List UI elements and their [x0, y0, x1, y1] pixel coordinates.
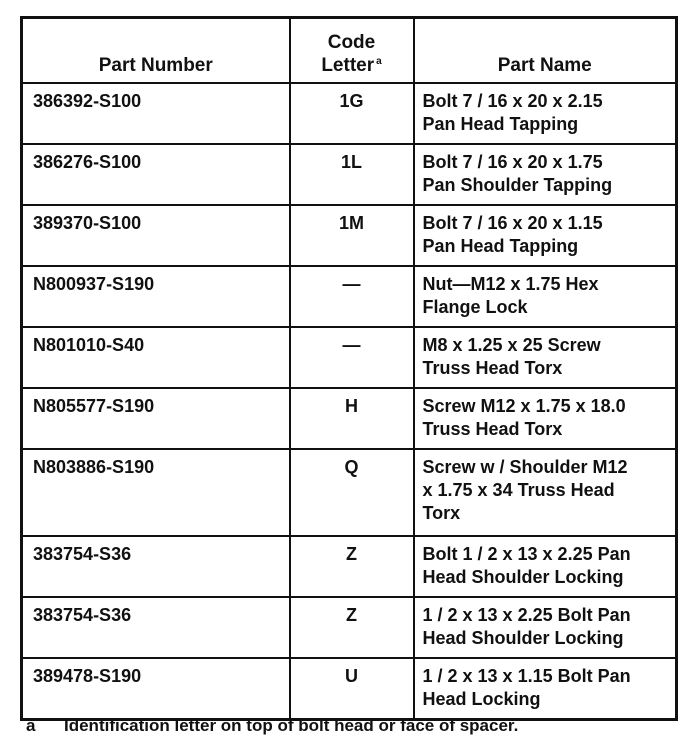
code-letter-cell: —	[290, 327, 414, 388]
part-name-cell: Bolt 7 / 16 x 20 x 1.75 Pan Shoulder Tapping	[414, 144, 677, 205]
table-row	[22, 327, 677, 388]
code-letter-cell: —	[290, 266, 414, 327]
part-name-cell: 1 / 2 x 13 x 2.25 Bolt Pan Head Shoulder Locking	[414, 597, 677, 658]
part-number-cell: 383754-S36	[22, 597, 290, 658]
code-letter-cell: Z	[290, 597, 414, 658]
code-letter-cell: 1M	[290, 205, 414, 266]
table-row	[22, 449, 677, 536]
part-number-cell: 386276-S100	[22, 144, 290, 205]
footnote-reference-mark: a	[376, 55, 382, 67]
part-number-cell: 386392-S100	[22, 83, 290, 144]
code-letter-cell: Q	[290, 449, 414, 536]
footnote-text: Identification letter on top of bolt head or face of spacer.	[64, 716, 519, 735]
header-code-letter: Code Letter $^a$	[290, 18, 414, 84]
footnote-mark: a	[26, 716, 36, 735]
table-row	[22, 597, 677, 658]
code-letter-cell: 1L	[290, 144, 414, 205]
part-number-cell: N803886-S190	[22, 449, 290, 536]
table-footnote	[26, 716, 518, 736]
table-row	[22, 536, 677, 597]
part-name-cell: Bolt 7 / 16 x 20 x 1.15 Pan Head Tapping	[414, 205, 677, 266]
code-letter-cell: H	[290, 388, 414, 449]
parts-table	[20, 16, 678, 721]
part-name-cell: Screw w / Shoulder M12 x 1.75 x 34 Truss Head Torx	[414, 449, 677, 536]
table-row	[22, 205, 677, 266]
part-name-cell: Bolt 7 / 16 x 20 x 2.15 Pan Head Tapping	[414, 83, 677, 144]
part-number-cell: 389478-S190	[22, 658, 290, 720]
table-row	[22, 266, 677, 327]
header-part-name: Part Name	[414, 18, 677, 84]
code-letter-cell: 1G	[290, 83, 414, 144]
part-number-cell: 389370-S100	[22, 205, 290, 266]
table-row	[22, 83, 677, 144]
part-number-cell: N801010-S40	[22, 327, 290, 388]
part-name-cell: Screw M12 x 1.75 x 18.0 Truss Head Torx	[414, 388, 677, 449]
part-number-cell: N805577-S190	[22, 388, 290, 449]
part-name-cell: Bolt 1 / 2 x 13 x 2.25 Pan Head Shoulder Locking	[414, 536, 677, 597]
table-row	[22, 144, 677, 205]
part-name-cell: 1 / 2 x 13 x 1.15 Bolt Pan Head Locking	[414, 658, 677, 720]
code-letter-cell: Z	[290, 536, 414, 597]
header-part-number: Part Number	[22, 18, 290, 84]
part-number-cell: N800937-S190	[22, 266, 290, 327]
parts-table-container	[20, 16, 675, 721]
part-name-cell: Nut—M12 x 1.75 Hex Flange Lock	[414, 266, 677, 327]
table-row	[22, 658, 677, 720]
table-header-row	[22, 18, 677, 84]
code-letter-cell: U	[290, 658, 414, 720]
part-number-cell: 383754-S36	[22, 536, 290, 597]
table-row	[22, 388, 677, 449]
part-name-cell: M8 x 1.25 x 25 Screw Truss Head Torx	[414, 327, 677, 388]
